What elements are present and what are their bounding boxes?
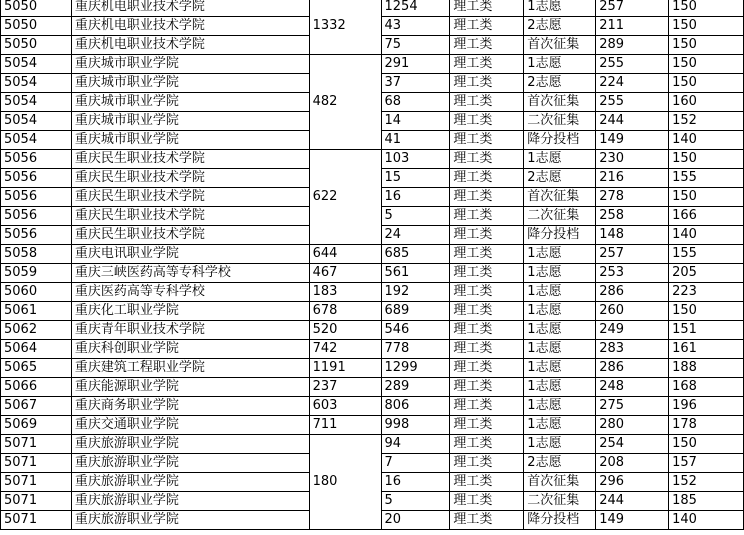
table-row: [1, 321, 744, 340]
school-name-cell: 重庆能源职业学院: [71, 378, 309, 397]
school-name-cell: 重庆民生职业技术学院: [71, 188, 309, 207]
max-score-cell: 149: [596, 511, 669, 530]
plan-count-cell: 183: [309, 283, 381, 302]
table-row: [1, 283, 744, 302]
admitted-count-cell: 291: [381, 55, 450, 74]
category-cell: 理工类: [450, 283, 524, 302]
school-name-cell: 重庆机电职业技术学院: [71, 0, 309, 17]
admitted-count-cell: 14: [381, 112, 450, 131]
table-row: [1, 150, 744, 169]
school-code-cell: 5071: [1, 435, 72, 454]
school-name-cell: 重庆旅游职业学院: [71, 511, 309, 530]
school-code-cell: 5059: [1, 264, 72, 283]
school-name-cell: 重庆城市职业学院: [71, 55, 309, 74]
school-code-cell: 5050: [1, 0, 72, 17]
max-score-cell: 296: [596, 473, 669, 492]
school-code-cell: 5067: [1, 397, 72, 416]
category-cell: 理工类: [450, 169, 524, 188]
school-code-cell: 5060: [1, 283, 72, 302]
admitted-count-cell: 689: [381, 302, 450, 321]
school-code-cell: 5056: [1, 188, 72, 207]
batch-cell: 二次征集: [524, 492, 596, 511]
plan-count-cell: 622: [309, 150, 381, 245]
min-score-cell: 150: [669, 150, 744, 169]
min-score-cell: 150: [669, 17, 744, 36]
school-code-cell: 5056: [1, 169, 72, 188]
school-code-cell: 5064: [1, 340, 72, 359]
batch-cell: 2志愿: [524, 169, 596, 188]
min-score-cell: 155: [669, 169, 744, 188]
admitted-count-cell: 24: [381, 226, 450, 245]
school-code-cell: 5050: [1, 17, 72, 36]
school-code-cell: 5065: [1, 359, 72, 378]
school-code-cell: 5071: [1, 473, 72, 492]
category-cell: 理工类: [450, 207, 524, 226]
plan-count-cell: 742: [309, 340, 381, 359]
batch-cell: 1志愿: [524, 359, 596, 378]
school-name-cell: 重庆三峡医药高等专科学校: [71, 264, 309, 283]
table-row: [1, 55, 744, 74]
plan-count-cell: 644: [309, 245, 381, 264]
max-score-cell: 258: [596, 207, 669, 226]
admitted-count-cell: 16: [381, 188, 450, 207]
school-code-cell: 5071: [1, 454, 72, 473]
plan-count-cell: 1191: [309, 359, 381, 378]
max-score-cell: 253: [596, 264, 669, 283]
admitted-count-cell: 41: [381, 131, 450, 150]
admitted-count-cell: 778: [381, 340, 450, 359]
school-name-cell: 重庆城市职业学院: [71, 112, 309, 131]
table-row: [1, 378, 744, 397]
max-score-cell: 255: [596, 93, 669, 112]
batch-cell: 1志愿: [524, 340, 596, 359]
admitted-count-cell: 5: [381, 207, 450, 226]
school-name-cell: 重庆机电职业技术学院: [71, 36, 309, 55]
admitted-count-cell: 68: [381, 93, 450, 112]
table-body: [1, 0, 744, 530]
batch-cell: 二次征集: [524, 112, 596, 131]
admitted-count-cell: 75: [381, 36, 450, 55]
batch-cell: 降分投档: [524, 511, 596, 530]
max-score-cell: 254: [596, 435, 669, 454]
school-code-cell: 5061: [1, 302, 72, 321]
min-score-cell: 160: [669, 93, 744, 112]
batch-cell: 首次征集: [524, 93, 596, 112]
min-score-cell: 161: [669, 340, 744, 359]
min-score-cell: 140: [669, 226, 744, 245]
school-name-cell: 重庆青年职业技术学院: [71, 321, 309, 340]
max-score-cell: 286: [596, 283, 669, 302]
table-row: [1, 397, 744, 416]
max-score-cell: 248: [596, 378, 669, 397]
plan-count-cell: 467: [309, 264, 381, 283]
min-score-cell: 150: [669, 302, 744, 321]
category-cell: 理工类: [450, 93, 524, 112]
admitted-count-cell: 998: [381, 416, 450, 435]
max-score-cell: 211: [596, 17, 669, 36]
school-code-cell: 5062: [1, 321, 72, 340]
batch-cell: 1志愿: [524, 416, 596, 435]
school-name-cell: 重庆化工职业学院: [71, 302, 309, 321]
min-score-cell: 151: [669, 321, 744, 340]
school-name-cell: 重庆旅游职业学院: [71, 473, 309, 492]
admitted-count-cell: 1299: [381, 359, 450, 378]
admitted-count-cell: 7: [381, 454, 450, 473]
category-cell: 理工类: [450, 226, 524, 245]
table-row: [1, 245, 744, 264]
max-score-cell: 255: [596, 55, 669, 74]
school-name-cell: 重庆医药高等专科学校: [71, 283, 309, 302]
min-score-cell: 150: [669, 188, 744, 207]
school-name-cell: 重庆民生职业技术学院: [71, 226, 309, 245]
min-score-cell: 196: [669, 397, 744, 416]
max-score-cell: 275: [596, 397, 669, 416]
max-score-cell: 230: [596, 150, 669, 169]
batch-cell: 二次征集: [524, 207, 596, 226]
min-score-cell: 155: [669, 245, 744, 264]
school-name-cell: 重庆电讯职业学院: [71, 245, 309, 264]
min-score-cell: 150: [669, 74, 744, 93]
plan-count-cell: 1332: [309, 0, 381, 55]
school-code-cell: 5054: [1, 74, 72, 93]
category-cell: 理工类: [450, 416, 524, 435]
admitted-count-cell: 685: [381, 245, 450, 264]
school-name-cell: 重庆机电职业技术学院: [71, 17, 309, 36]
school-code-cell: 5056: [1, 150, 72, 169]
table-row: [1, 340, 744, 359]
min-score-cell: 150: [669, 55, 744, 74]
batch-cell: 1志愿: [524, 321, 596, 340]
min-score-cell: 152: [669, 473, 744, 492]
category-cell: 理工类: [450, 112, 524, 131]
min-score-cell: 140: [669, 131, 744, 150]
school-name-cell: 重庆民生职业技术学院: [71, 169, 309, 188]
plan-count-cell: 482: [309, 55, 381, 150]
category-cell: 理工类: [450, 359, 524, 378]
max-score-cell: 283: [596, 340, 669, 359]
school-name-cell: 重庆民生职业技术学院: [71, 207, 309, 226]
min-score-cell: 178: [669, 416, 744, 435]
max-score-cell: 278: [596, 188, 669, 207]
batch-cell: 降分投档: [524, 131, 596, 150]
school-code-cell: 5058: [1, 245, 72, 264]
school-name-cell: 重庆旅游职业学院: [71, 492, 309, 511]
school-code-cell: 5056: [1, 207, 72, 226]
min-score-cell: 150: [669, 36, 744, 55]
min-score-cell: 150: [669, 435, 744, 454]
max-score-cell: 244: [596, 112, 669, 131]
school-code-cell: 5054: [1, 93, 72, 112]
max-score-cell: 148: [596, 226, 669, 245]
category-cell: 理工类: [450, 131, 524, 150]
admitted-count-cell: 546: [381, 321, 450, 340]
category-cell: 理工类: [450, 150, 524, 169]
min-score-cell: 185: [669, 492, 744, 511]
school-name-cell: 重庆商务职业学院: [71, 397, 309, 416]
batch-cell: 1志愿: [524, 150, 596, 169]
batch-cell: 2志愿: [524, 454, 596, 473]
category-cell: 理工类: [450, 264, 524, 283]
min-score-cell: 205: [669, 264, 744, 283]
admitted-count-cell: 806: [381, 397, 450, 416]
category-cell: 理工类: [450, 0, 524, 17]
min-score-cell: 188: [669, 359, 744, 378]
category-cell: 理工类: [450, 321, 524, 340]
min-score-cell: 157: [669, 454, 744, 473]
school-name-cell: 重庆城市职业学院: [71, 93, 309, 112]
max-score-cell: 289: [596, 36, 669, 55]
school-name-cell: 重庆旅游职业学院: [71, 454, 309, 473]
school-name-cell: 重庆科创职业学院: [71, 340, 309, 359]
batch-cell: 1志愿: [524, 435, 596, 454]
category-cell: 理工类: [450, 378, 524, 397]
batch-cell: 1志愿: [524, 55, 596, 74]
plan-count-cell: 180: [309, 435, 381, 530]
category-cell: 理工类: [450, 17, 524, 36]
school-name-cell: 重庆城市职业学院: [71, 74, 309, 93]
admitted-count-cell: 103: [381, 150, 450, 169]
plan-count-cell: 603: [309, 397, 381, 416]
table-row: [1, 435, 744, 454]
school-code-cell: 5054: [1, 55, 72, 74]
admitted-count-cell: 192: [381, 283, 450, 302]
admitted-count-cell: 5: [381, 492, 450, 511]
category-cell: 理工类: [450, 245, 524, 264]
category-cell: 理工类: [450, 188, 524, 207]
school-code-cell: 5066: [1, 378, 72, 397]
max-score-cell: 208: [596, 454, 669, 473]
category-cell: 理工类: [450, 397, 524, 416]
school-code-cell: 5050: [1, 36, 72, 55]
batch-cell: 1志愿: [524, 264, 596, 283]
min-score-cell: 140: [669, 511, 744, 530]
batch-cell: 1志愿: [524, 283, 596, 302]
admitted-count-cell: 16: [381, 473, 450, 492]
batch-cell: 1志愿: [524, 0, 596, 17]
table-row: [1, 0, 744, 17]
table-row: [1, 416, 744, 435]
max-score-cell: 257: [596, 245, 669, 264]
batch-cell: 降分投档: [524, 226, 596, 245]
category-cell: 理工类: [450, 435, 524, 454]
min-score-cell: 150: [669, 0, 744, 17]
admitted-count-cell: 15: [381, 169, 450, 188]
category-cell: 理工类: [450, 340, 524, 359]
batch-cell: 1志愿: [524, 378, 596, 397]
school-code-cell: 5056: [1, 226, 72, 245]
school-name-cell: 重庆民生职业技术学院: [71, 150, 309, 169]
max-score-cell: 216: [596, 169, 669, 188]
category-cell: 理工类: [450, 492, 524, 511]
min-score-cell: 152: [669, 112, 744, 131]
admitted-count-cell: 1254: [381, 0, 450, 17]
category-cell: 理工类: [450, 511, 524, 530]
max-score-cell: 286: [596, 359, 669, 378]
category-cell: 理工类: [450, 454, 524, 473]
admitted-count-cell: 289: [381, 378, 450, 397]
min-score-cell: 166: [669, 207, 744, 226]
admitted-count-cell: 20: [381, 511, 450, 530]
school-name-cell: 重庆建筑工程职业学院: [71, 359, 309, 378]
max-score-cell: 149: [596, 131, 669, 150]
school-code-cell: 5071: [1, 492, 72, 511]
table-row: [1, 302, 744, 321]
plan-count-cell: 678: [309, 302, 381, 321]
batch-cell: 2志愿: [524, 74, 596, 93]
admitted-count-cell: 94: [381, 435, 450, 454]
category-cell: 理工类: [450, 36, 524, 55]
plan-count-cell: 711: [309, 416, 381, 435]
max-score-cell: 249: [596, 321, 669, 340]
school-code-cell: 5069: [1, 416, 72, 435]
min-score-cell: 223: [669, 283, 744, 302]
admitted-count-cell: 43: [381, 17, 450, 36]
batch-cell: 2志愿: [524, 17, 596, 36]
school-code-cell: 5054: [1, 112, 72, 131]
batch-cell: 首次征集: [524, 188, 596, 207]
batch-cell: 首次征集: [524, 473, 596, 492]
admitted-count-cell: 37: [381, 74, 450, 93]
category-cell: 理工类: [450, 74, 524, 93]
school-code-cell: 5071: [1, 511, 72, 530]
school-code-cell: 5054: [1, 131, 72, 150]
max-score-cell: 244: [596, 492, 669, 511]
admitted-count-cell: 561: [381, 264, 450, 283]
batch-cell: 首次征集: [524, 36, 596, 55]
table-row: [1, 359, 744, 378]
plan-count-cell: 237: [309, 378, 381, 397]
batch-cell: 1志愿: [524, 245, 596, 264]
min-score-cell: 168: [669, 378, 744, 397]
school-name-cell: 重庆城市职业学院: [71, 131, 309, 150]
school-name-cell: 重庆交通职业学院: [71, 416, 309, 435]
batch-cell: 1志愿: [524, 302, 596, 321]
category-cell: 理工类: [450, 55, 524, 74]
plan-count-cell: 520: [309, 321, 381, 340]
max-score-cell: 280: [596, 416, 669, 435]
batch-cell: 1志愿: [524, 397, 596, 416]
table-row: [1, 264, 744, 283]
category-cell: 理工类: [450, 473, 524, 492]
category-cell: 理工类: [450, 302, 524, 321]
max-score-cell: 257: [596, 0, 669, 17]
max-score-cell: 260: [596, 302, 669, 321]
max-score-cell: 224: [596, 74, 669, 93]
school-name-cell: 重庆旅游职业学院: [71, 435, 309, 454]
